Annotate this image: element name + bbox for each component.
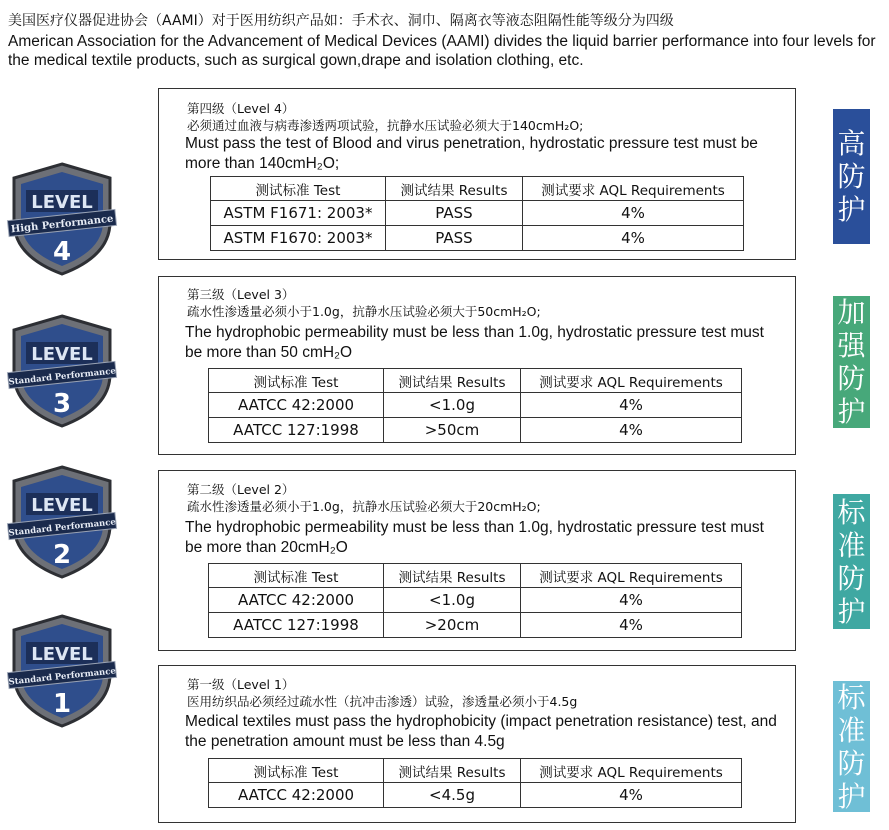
col-results-header: 测试结果 Results [386, 177, 523, 201]
side-label-char: 护 [837, 779, 866, 813]
test-table [208, 758, 742, 808]
level-2-box [158, 470, 796, 651]
col-test-header: 测试标准 Test [211, 177, 386, 201]
cell-result: <4.5g [384, 783, 521, 808]
side-label-char: 强 [837, 329, 866, 362]
cell-result: PASS [386, 201, 523, 226]
cell-test: AATCC 42:2000 [209, 783, 384, 808]
table-header-row [209, 369, 742, 393]
level-requirement-cn: 疏水性渗透量必须小于1.0g，抗静水压试验必须大于20cmH₂O; [187, 499, 541, 514]
side-label-char: 高 [837, 127, 866, 160]
intro-chinese: 美国医疗仪器促进协会（AAMI）对于医用纺织产品如：手术衣、洞巾、隔离衣等液态阻隔性能等级分为四级 [8, 13, 674, 29]
side-label-char: 加 [837, 296, 866, 329]
col-aql-header: 测试要求 AQL Requirements [523, 177, 744, 201]
side-label-char: 标 [837, 680, 866, 714]
badge-word: LEVEL [31, 344, 93, 365]
col-results-header: 测试结果 Results [384, 369, 521, 393]
badge-number: 4 [52, 237, 72, 267]
badge-word: LEVEL [31, 644, 93, 665]
table-row [209, 418, 742, 443]
intro-english: American Association for the Advancement of Medical Devices (AAMI) divides the liquid barrier performance into four levels for the medical textile products, such as surgical gown,drape and isolation clothing, etc. [8, 33, 876, 69]
badge-word: LEVEL [31, 495, 93, 516]
table-row [209, 588, 742, 613]
level-title: 第三级（Level 3） [187, 287, 295, 302]
level-4-box [158, 88, 796, 260]
cell-test: AATCC 42:2000 [209, 588, 384, 613]
cell-result: >50cm [384, 418, 521, 443]
side-label-high-protection [833, 109, 870, 244]
col-test-header: 测试标准 Test [209, 564, 384, 588]
table-row [211, 201, 744, 226]
cell-aql: 4% [523, 201, 744, 226]
side-label-char: 准 [837, 713, 866, 747]
badge-subtitle: Standard Performance [8, 366, 117, 388]
badge-number: 2 [52, 540, 72, 570]
side-label-standard-protection [833, 494, 870, 629]
col-results-header: 测试结果 Results [384, 759, 521, 783]
level-requirement-cn: 医用纺织品必须经过疏水性（抗冲击渗透）试验，渗透量必须小于4.5g [187, 694, 578, 709]
cell-aql: 4% [523, 226, 744, 251]
side-label-char: 防 [837, 561, 866, 595]
side-label-char: 护 [837, 594, 866, 628]
table-row [209, 783, 742, 808]
cell-test: AATCC 42:2000 [209, 393, 384, 418]
col-aql-header: 测试要求 AQL Requirements [521, 564, 742, 588]
level-requirement-en: Must pass the test of Blood and virus penetration, hydrostatic pressure test must be more than 140cmH₂O; [185, 135, 758, 172]
side-label-char: 护 [837, 395, 866, 428]
side-label-char: 防 [837, 362, 866, 395]
table-row [209, 613, 742, 638]
level-requirement-cn: 疏水性渗透量必须小于1.0g，抗静水压试验必须大于50cmH₂O; [187, 304, 541, 319]
level-requirement-cn: 必须通过血液与病毒渗透两项试验，抗静水压试验必须大于140cmH₂O; [187, 118, 584, 133]
table-header-row [209, 564, 742, 588]
cell-test: AATCC 127:1998 [209, 418, 384, 443]
test-table [208, 368, 742, 443]
level-title: 第四级（Level 4） [187, 101, 295, 116]
level-title: 第二级（Level 2） [187, 482, 295, 497]
level-1-shield-badge [6, 612, 118, 730]
level-4-shield-badge [6, 160, 118, 278]
badge-subtitle: Standard Performance [8, 666, 117, 688]
table-header-row [209, 759, 742, 783]
side-label-char: 标 [837, 495, 866, 529]
level-requirement-en: The hydrophobic permeability must be less than 1.0g, hydrostatic pressure test must be more than 50 cmH₂O [185, 324, 764, 361]
level-2-shield-badge [6, 463, 118, 581]
level-3-box [158, 276, 796, 455]
badge-number: 3 [52, 389, 72, 419]
side-label-enhanced-protection [833, 296, 870, 428]
cell-test: AATCC 127:1998 [209, 613, 384, 638]
col-aql-header: 测试要求 AQL Requirements [521, 759, 742, 783]
cell-test: ASTM F1670: 2003* [211, 226, 386, 251]
level-requirement-en: The hydrophobic permeability must be less than 1.0g, hydrostatic pressure test must be more than 20cmH₂O [185, 519, 764, 556]
cell-result: PASS [386, 226, 523, 251]
side-label-char: 准 [837, 528, 866, 562]
cell-result: >20cm [384, 613, 521, 638]
table-row [209, 393, 742, 418]
badge-subtitle: High Performance [10, 213, 114, 236]
col-results-header: 测试结果 Results [384, 564, 521, 588]
badge-number: 1 [52, 689, 72, 719]
side-label-char: 防 [837, 746, 866, 780]
side-label-standard-protection-basic [833, 681, 870, 812]
col-test-header: 测试标准 Test [209, 759, 384, 783]
cell-result: <1.0g [384, 393, 521, 418]
test-table [208, 563, 742, 638]
cell-test: ASTM F1671: 2003* [211, 201, 386, 226]
level-requirement-en: Medical textiles must pass the hydrophobicity (impact penetration resistance) test, and the penetration amount must be less than 4.5g [185, 713, 777, 750]
col-aql-header: 测试要求 AQL Requirements [521, 369, 742, 393]
cell-aql: 4% [521, 613, 742, 638]
side-label-char: 防 [837, 160, 866, 193]
cell-aql: 4% [521, 393, 742, 418]
table-header-row [211, 177, 744, 201]
cell-result: <1.0g [384, 588, 521, 613]
badge-subtitle: Standard Performance [8, 517, 117, 539]
cell-aql: 4% [521, 783, 742, 808]
table-row [211, 226, 744, 251]
test-table [210, 176, 744, 251]
cell-aql: 4% [521, 418, 742, 443]
cell-aql: 4% [521, 588, 742, 613]
level-1-box [158, 665, 796, 823]
side-label-char: 护 [837, 193, 866, 226]
level-3-shield-badge [6, 312, 118, 430]
col-test-header: 测试标准 Test [209, 369, 384, 393]
level-title: 第一级（Level 1） [187, 677, 295, 692]
badge-word: LEVEL [31, 192, 93, 213]
